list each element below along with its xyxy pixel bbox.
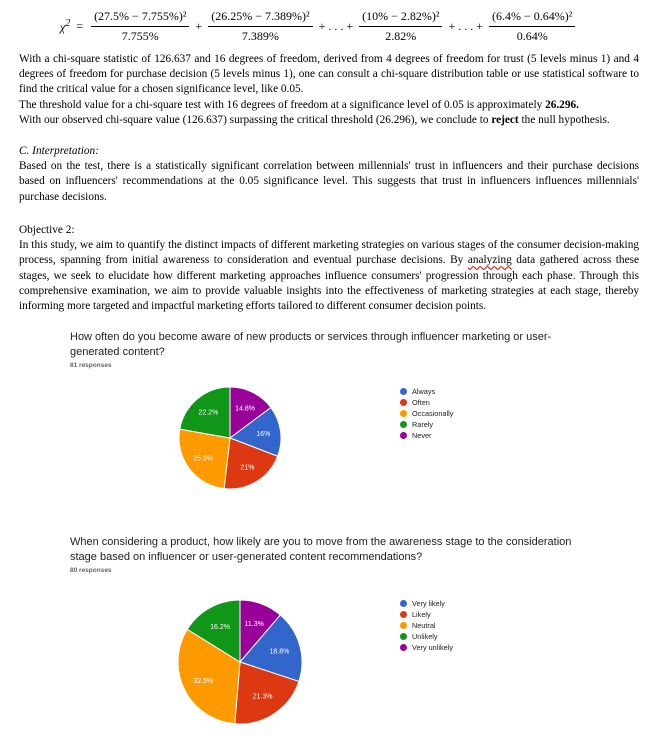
section-heading: Objective 2: bbox=[19, 224, 75, 236]
pie-chart-consideration bbox=[160, 590, 320, 740]
legend-label: Often bbox=[412, 398, 430, 407]
pie-chart-awareness bbox=[160, 378, 300, 508]
legend-label: Unlikely bbox=[412, 632, 438, 641]
chart-title: How often do you become aware of new products or services through influencer marketing or user-generated content? bbox=[70, 331, 552, 358]
pie-label: 18.8% bbox=[269, 648, 290, 656]
objective-section bbox=[19, 223, 639, 314]
paragraph: With our observed chi-square value (126.637) surpassing the critical threshold (26.296), we conclude to reject the null hypothesis. bbox=[19, 113, 610, 126]
legend-item-very-likely bbox=[400, 598, 453, 609]
legend-item-occasionally bbox=[400, 408, 453, 419]
legend-swatch bbox=[400, 432, 407, 439]
legend-swatch bbox=[400, 399, 407, 406]
legend-label: Very likely bbox=[412, 599, 445, 608]
formula-term: $\frac{\text{(26.25\% − 7.389\%)²}}{7.389\%}$ bbox=[208, 9, 312, 44]
pie-label: 16.2% bbox=[210, 623, 231, 631]
legend-item-always bbox=[400, 386, 453, 397]
legend-swatch bbox=[400, 600, 407, 607]
misspelled-word: analyzing bbox=[467, 254, 512, 267]
legend-swatch bbox=[400, 410, 407, 417]
paragraph: Based on the test, there is a statistically significant correlation between millennials' trust in influencers and their purchase decisions based on influencers' recommendations at the 0.05 significance level. This suggests that trust in influencers influences millennials' purchase decisions. bbox=[19, 160, 639, 203]
paragraph: In this study, we aim to quantify the distinct impacts of different marketing strategies on various stages of the consumer decision-making process, spanning from initial awareness to consideration and eventual purchase decisions. By analyzing data gathered across these stages, we seek to elucidate how different marketing approaches influence consumers' progression through each phase. Through this comprehensive examination, we aim to provide valuable insights into the effectiveness of marketing strategies at each stage, thereby informing more targeted and impactful marketing efforts tailored to different consumer decision points. bbox=[19, 239, 639, 313]
legend-swatch bbox=[400, 421, 407, 428]
legend-item-neutral bbox=[400, 620, 453, 631]
legend-swatch bbox=[400, 622, 407, 629]
legend-item-very-unlikely bbox=[400, 642, 453, 653]
legend-label: Very unlikely bbox=[412, 643, 453, 652]
response-count: 81 responses bbox=[70, 362, 112, 369]
formula-term: $\frac{\text{(6.4\% − 0.64\%)²}}{0.64\%}$ bbox=[489, 9, 575, 44]
legend-item-likely bbox=[400, 609, 453, 620]
paragraph: The threshold value for a chi-square test with 16 degrees of freedom at a significance level of 0.05 is approximately 26.296. bbox=[19, 98, 579, 111]
chart-legend bbox=[400, 386, 453, 441]
pie-label: 11.3% bbox=[244, 621, 264, 629]
pie-label: 14.8% bbox=[235, 405, 256, 413]
chi-square-formula: $\chi^2$ = $\frac{\text{(27.5\% − 7.755\%)²}}{7.755\%}$ + $\frac{\text{(26.25\% − 7.389\%)²}}{7.389\%}$ + . . . + $\frac{\text{(10\% − 2.82\%)²}}{2.82\%}$ + . . . + $\frac{\text{(6.4\% − 0.64\%)²}}{0.64\%}$ bbox=[60, 6, 647, 46]
legend-label: Never bbox=[412, 431, 432, 440]
legend-item-never bbox=[400, 430, 453, 441]
pie-label: 22.2% bbox=[198, 409, 219, 417]
legend-label: Likely bbox=[412, 610, 431, 619]
pie-label: 21% bbox=[240, 464, 255, 472]
formula-term: $\frac{\text{(10\% − 2.82\%)²}}{2.82\%}$ bbox=[359, 9, 442, 44]
pie-label: 16% bbox=[256, 430, 271, 438]
response-count: 80 responses bbox=[70, 567, 112, 574]
legend-label: Always bbox=[412, 387, 436, 396]
pie-label: 21.3% bbox=[252, 693, 273, 701]
legend-item-unlikely bbox=[400, 631, 453, 642]
legend-swatch bbox=[400, 388, 407, 395]
legend-label: Rarely bbox=[412, 420, 434, 429]
chi-symbol: $\chi^2$ bbox=[60, 17, 71, 34]
chart-legend bbox=[400, 598, 453, 653]
chart-card-awareness bbox=[70, 330, 590, 369]
legend-swatch bbox=[400, 611, 407, 618]
pie-label: 25.9% bbox=[193, 455, 213, 463]
chart-title: When considering a product, how likely are you to move from the awareness stage to the consideration stage based on influencer or user-generated content recommendations? bbox=[70, 536, 572, 563]
formula-term: $\frac{\text{(27.5\% − 7.755\%)²}}{7.755\%}$ bbox=[91, 9, 189, 44]
legend-swatch bbox=[400, 633, 407, 640]
paragraph: With a chi-square statistic of 126.637 and 16 degrees of freedom, derived from 4 degrees of freedom for trust (5 levels minus 1) and 4 degrees of freedom for purchase decision (5 levels minus 1), one can consult a chi-square distribution table or use statistical software to find the critical value for a chosen significance level, like 0.05. bbox=[19, 53, 639, 96]
chart-card-consideration bbox=[70, 535, 590, 574]
legend-swatch bbox=[400, 644, 407, 651]
legend-item-rarely bbox=[400, 419, 453, 430]
legend-label: Occasionally bbox=[412, 409, 454, 418]
section-heading: C. Interpretation: bbox=[19, 145, 99, 157]
legend-label: Neutral bbox=[412, 621, 436, 630]
pie-label: 32.5% bbox=[193, 677, 214, 685]
interpretation-section bbox=[19, 144, 639, 205]
document-body bbox=[19, 52, 639, 128]
legend-item-often bbox=[400, 397, 453, 408]
